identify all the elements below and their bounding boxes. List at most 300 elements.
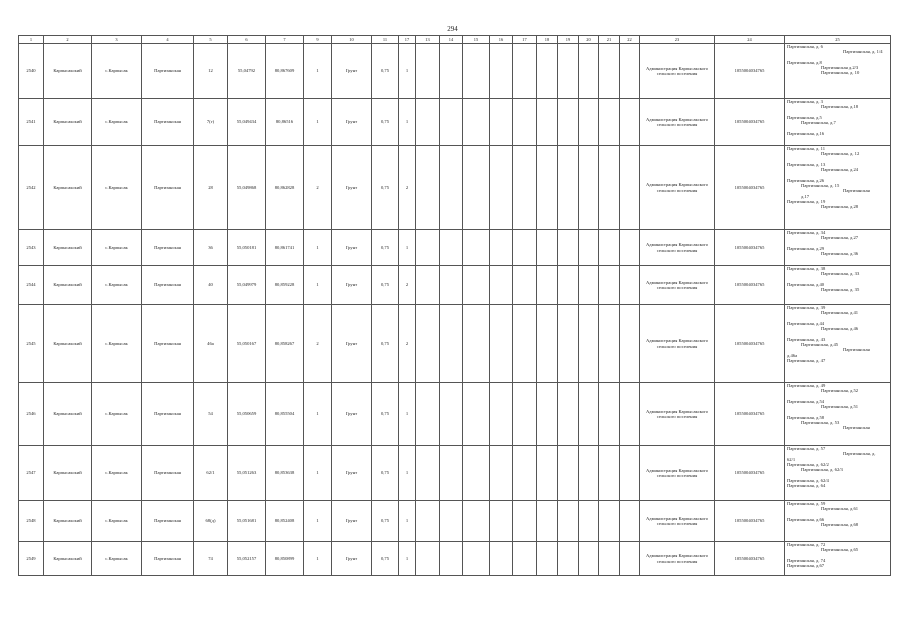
cell-col-13 bbox=[416, 446, 440, 501]
cell-lane-count: 1 bbox=[304, 230, 332, 266]
cell-col-15 bbox=[463, 146, 490, 230]
cell-record-number: 2540 bbox=[19, 44, 44, 99]
address-line: Партизанская, д.18 bbox=[821, 104, 859, 110]
column-header: 5 bbox=[194, 36, 228, 44]
cell-col-19 bbox=[558, 542, 579, 576]
cell-surface-type: Грунт bbox=[332, 146, 372, 230]
cell-latitude: 55,050181 bbox=[228, 230, 266, 266]
cell-col-20 bbox=[579, 146, 599, 230]
cell-lane-count: 2 bbox=[304, 146, 332, 230]
cell-col-13 bbox=[416, 542, 440, 576]
cell-longitude: 80,862828 bbox=[266, 146, 304, 230]
address-line: Партизанская, д. 35 bbox=[821, 287, 860, 293]
cell-col-20 bbox=[579, 99, 599, 146]
cell-col-21 bbox=[599, 542, 620, 576]
cell-col-14 bbox=[440, 44, 463, 99]
cell-house-number: 7(г) bbox=[194, 99, 228, 146]
cell-village-name: с.Карпысак bbox=[92, 146, 142, 230]
cell-col-19 bbox=[558, 266, 579, 305]
cell-street-name: Партизанская bbox=[142, 44, 194, 99]
cell-street-name: Партизанская bbox=[142, 501, 194, 542]
address-line: Партизанская, д. 6 bbox=[787, 44, 823, 49]
cell-col-19 bbox=[558, 230, 579, 266]
cell-col-18 bbox=[537, 44, 558, 99]
cell-village-name: с.Карпысак bbox=[92, 383, 142, 446]
cell-width: 0,75 bbox=[372, 146, 399, 230]
cell-width: 0,75 bbox=[372, 542, 399, 576]
cell-width: 0,75 bbox=[372, 383, 399, 446]
address-line: Партизанская, д. 53 bbox=[801, 419, 840, 425]
cell-col-22 bbox=[620, 230, 640, 266]
address-line: Партизанская, д. 64 bbox=[787, 482, 826, 488]
cell-village-name: с.Карпысак bbox=[92, 501, 142, 542]
address-line: Партизанская, д.8 bbox=[787, 59, 822, 65]
cell-col-14 bbox=[440, 230, 463, 266]
cell-longitude: 80,858267 bbox=[266, 305, 304, 383]
address-line: Партизанская, д.46 bbox=[821, 326, 859, 332]
cell-latitude: 55,051681 bbox=[228, 501, 266, 542]
cell-col-17b bbox=[513, 230, 537, 266]
address-line: Партизанская, д.54 bbox=[787, 398, 825, 404]
cell-village-name: с.Карпысак bbox=[92, 99, 142, 146]
cell-owner-name: Администрация Карпысакского сельского поселения bbox=[640, 446, 715, 501]
cell-col-15 bbox=[463, 99, 490, 146]
cell-col-18 bbox=[537, 266, 558, 305]
cell-surface-type: Грунт bbox=[332, 383, 372, 446]
address-line: д.46а bbox=[787, 352, 798, 358]
cell-house-number: 62/1 bbox=[194, 446, 228, 501]
cell-served-addresses bbox=[785, 99, 891, 146]
cell-longitude: 80,859228 bbox=[266, 266, 304, 305]
cell-served-addresses bbox=[785, 501, 891, 542]
cell-col-22 bbox=[620, 501, 640, 542]
cell-house-number: 54 bbox=[194, 383, 228, 446]
cell-col-21 bbox=[599, 501, 620, 542]
cell-record-number: 2548 bbox=[19, 501, 44, 542]
cell-col-13 bbox=[416, 305, 440, 383]
cell-surface-type: Грунт bbox=[332, 230, 372, 266]
cell-col-18 bbox=[537, 99, 558, 146]
cell-record-number: 2542 bbox=[19, 146, 44, 230]
column-header: 16 bbox=[490, 36, 513, 44]
cell-width: 0,75 bbox=[372, 266, 399, 305]
column-header: 24 bbox=[715, 36, 785, 44]
cell-col-19 bbox=[558, 146, 579, 230]
address-line: Партизанская, д. 62/4 bbox=[787, 477, 829, 483]
address-line: Партизанская, д.36 bbox=[821, 251, 859, 257]
column-header: 14 bbox=[440, 36, 463, 44]
cell-col-19 bbox=[558, 383, 579, 446]
address-line: Партизанская, д.61 bbox=[821, 506, 859, 512]
cell-served-addresses bbox=[785, 383, 891, 446]
address-line: Партизанская, д. 72 bbox=[787, 542, 826, 547]
address-line: Партизанская, д.27 bbox=[821, 235, 859, 241]
cell-col-21 bbox=[599, 44, 620, 99]
table-row bbox=[19, 383, 891, 446]
cell-col-13 bbox=[416, 383, 440, 446]
cell-surface-type: Грунт bbox=[332, 542, 372, 576]
address-line: Партизанская, д. 12 bbox=[821, 151, 860, 157]
cell-settlement-name: Карпысакский bbox=[44, 446, 92, 501]
cell-served-addresses bbox=[785, 305, 891, 383]
cell-col-16 bbox=[490, 266, 513, 305]
address-line: Партизанская, д. 62/2 bbox=[787, 461, 829, 467]
cell-width: 0,75 bbox=[372, 446, 399, 501]
cell-col-21 bbox=[599, 99, 620, 146]
cell-col-14 bbox=[440, 146, 463, 230]
cell-col-13 bbox=[416, 266, 440, 305]
cell-col-19 bbox=[558, 305, 579, 383]
cell-record-number: 2549 bbox=[19, 542, 44, 576]
address-line: Партизанская, д. bbox=[843, 451, 876, 457]
cell-col-17: 2 bbox=[399, 305, 416, 383]
table-row bbox=[19, 99, 891, 146]
cell-col-17b bbox=[513, 44, 537, 99]
cell-col-22 bbox=[620, 383, 640, 446]
column-header: 15 bbox=[463, 36, 490, 44]
cell-lane-count: 1 bbox=[304, 446, 332, 501]
road-registry-table bbox=[18, 35, 891, 576]
cell-width: 0,75 bbox=[372, 230, 399, 266]
cell-village-name: с.Карпысак bbox=[92, 230, 142, 266]
address-line: Партизанская, д.41 bbox=[821, 310, 859, 316]
table-row bbox=[19, 230, 891, 266]
cell-owner-name: Администрация Карпысакского сельского поселения bbox=[640, 99, 715, 146]
cell-col-21 bbox=[599, 146, 620, 230]
column-header: 20 bbox=[579, 36, 599, 44]
cell-col-13 bbox=[416, 99, 440, 146]
cell-longitude: 80,867609 bbox=[266, 44, 304, 99]
cell-col-20 bbox=[579, 230, 599, 266]
cell-street-name: Партизанская bbox=[142, 542, 194, 576]
table-row bbox=[19, 146, 891, 230]
address-line: Партизанская д.2/3 bbox=[821, 65, 859, 71]
cell-settlement-name: Карпысакский bbox=[44, 230, 92, 266]
cell-col-20 bbox=[579, 266, 599, 305]
cell-house-number: 74 bbox=[194, 542, 228, 576]
cell-col-13 bbox=[416, 501, 440, 542]
column-header: 22 bbox=[620, 36, 640, 44]
cell-surface-type: Грунт bbox=[332, 446, 372, 501]
address-line: Партизанская, д. 13 bbox=[787, 161, 826, 167]
table-row bbox=[19, 266, 891, 305]
cell-village-name: с.Карпысак bbox=[92, 446, 142, 501]
cell-col-21 bbox=[599, 446, 620, 501]
column-header: 3 bbox=[92, 36, 142, 44]
cell-surface-type: Грунт bbox=[332, 44, 372, 99]
column-header: 25 bbox=[785, 36, 891, 44]
cell-col-18 bbox=[537, 542, 558, 576]
table-row bbox=[19, 44, 891, 99]
cell-col-17b bbox=[513, 501, 537, 542]
cell-col-18 bbox=[537, 383, 558, 446]
column-header: 18 bbox=[537, 36, 558, 44]
column-header: 10 bbox=[332, 36, 372, 44]
cell-surface-type: Грунт bbox=[332, 99, 372, 146]
cell-latitude: 55,049868 bbox=[228, 146, 266, 230]
cell-col-17b bbox=[513, 305, 537, 383]
cell-latitude: 55,051263 bbox=[228, 446, 266, 501]
cell-width: 0,75 bbox=[372, 99, 399, 146]
cell-lane-count: 1 bbox=[304, 501, 332, 542]
column-header: 4 bbox=[142, 36, 194, 44]
cell-col-21 bbox=[599, 305, 620, 383]
cell-col-13 bbox=[416, 44, 440, 99]
cell-width: 0,75 bbox=[372, 501, 399, 542]
address-line: Партизанская, д.26 bbox=[787, 177, 825, 183]
cell-house-number: 12 bbox=[194, 44, 228, 99]
cell-col-15 bbox=[463, 446, 490, 501]
cell-col-20 bbox=[579, 501, 599, 542]
cell-col-15 bbox=[463, 305, 490, 383]
address-line: Партизанская, д. 15 bbox=[801, 182, 840, 188]
cell-col-14 bbox=[440, 542, 463, 576]
address-line: Партизанская, д.52 bbox=[821, 388, 859, 394]
cell-house-number: 28 bbox=[194, 146, 228, 230]
cell-col-22 bbox=[620, 146, 640, 230]
cell-street-name: Партизанская bbox=[142, 266, 194, 305]
column-header: 11 bbox=[372, 36, 399, 44]
address-line: Партизанская, д.16 bbox=[787, 130, 825, 136]
cell-house-number: 36 bbox=[194, 230, 228, 266]
cell-owner-ogrn: 1055004034765 bbox=[715, 446, 785, 501]
address-line: Партизанская, д.68 bbox=[821, 522, 859, 528]
address-line: Партизанская, д. 62/3 bbox=[801, 467, 843, 473]
header-row bbox=[19, 36, 891, 44]
cell-settlement-name: Карпысакский bbox=[44, 542, 92, 576]
cell-owner-name: Администрация Карпысакского сельского поселения bbox=[640, 383, 715, 446]
address-line: Партизанская, д. 33 bbox=[821, 271, 860, 277]
cell-lane-count: 1 bbox=[304, 99, 332, 146]
address-line: Партизанская, д. 3 bbox=[787, 99, 823, 104]
address-line: Партизанская, д.7 bbox=[801, 120, 836, 126]
address-line: Партизанская, д.58 bbox=[787, 414, 825, 420]
cell-col-16 bbox=[490, 230, 513, 266]
cell-street-name: Партизанская bbox=[142, 446, 194, 501]
address-line: Партизанская bbox=[843, 347, 870, 353]
cell-col-20 bbox=[579, 542, 599, 576]
cell-owner-name: Администрация Карпысакского сельского поселения bbox=[640, 305, 715, 383]
cell-settlement-name: Карпысакский bbox=[44, 501, 92, 542]
cell-settlement-name: Карпысакский bbox=[44, 383, 92, 446]
cell-record-number: 2544 bbox=[19, 266, 44, 305]
table-body bbox=[19, 36, 891, 576]
cell-col-16 bbox=[490, 501, 513, 542]
cell-village-name: с.Карпысак bbox=[92, 542, 142, 576]
address-line: 62/1 bbox=[787, 456, 796, 462]
address-line: Партизанская, д. 10 bbox=[821, 70, 860, 76]
cell-settlement-name: Карпысакский bbox=[44, 146, 92, 230]
cell-lane-count: 1 bbox=[304, 266, 332, 305]
cell-col-21 bbox=[599, 266, 620, 305]
address-line: Партизанская, д. 1/4 bbox=[843, 49, 883, 55]
address-line: Партизанская, д.51 bbox=[821, 404, 859, 410]
address-line: Партизанская, д. 34 bbox=[787, 230, 826, 235]
cell-col-15 bbox=[463, 44, 490, 99]
cell-col-15 bbox=[463, 230, 490, 266]
column-header: 17 bbox=[513, 36, 537, 44]
address-line: Партизанская, д. 74 bbox=[787, 557, 826, 563]
cell-col-17: 1 bbox=[399, 501, 416, 542]
cell-served-addresses bbox=[785, 44, 891, 99]
cell-col-17: 1 bbox=[399, 446, 416, 501]
cell-col-17b bbox=[513, 446, 537, 501]
cell-col-17b bbox=[513, 146, 537, 230]
cell-col-17: 1 bbox=[399, 99, 416, 146]
address-line: Партизанская, д.29 bbox=[787, 245, 825, 251]
table-row bbox=[19, 542, 891, 576]
address-line: Партизанская, д. 47 bbox=[787, 357, 826, 363]
cell-owner-name: Администрация Карпысакского сельского поселения bbox=[640, 230, 715, 266]
cell-col-14 bbox=[440, 305, 463, 383]
cell-col-17b bbox=[513, 383, 537, 446]
cell-owner-name: Администрация Карпысакского сельского поселения bbox=[640, 542, 715, 576]
cell-col-13 bbox=[416, 146, 440, 230]
cell-col-22 bbox=[620, 305, 640, 383]
cell-col-17: 1 bbox=[399, 383, 416, 446]
cell-village-name: с.Карпысак bbox=[92, 305, 142, 383]
cell-lane-count: 1 bbox=[304, 44, 332, 99]
column-header: 7 bbox=[266, 36, 304, 44]
cell-col-16 bbox=[490, 146, 513, 230]
cell-settlement-name: Карпысакский bbox=[44, 44, 92, 99]
address-line: Партизанская, д.67 bbox=[787, 563, 825, 569]
cell-longitude: 80,86516 bbox=[266, 99, 304, 146]
cell-col-18 bbox=[537, 146, 558, 230]
cell-lane-count: 1 bbox=[304, 542, 332, 576]
cell-col-17: 1 bbox=[399, 230, 416, 266]
address-line: Партизанская, д.40 bbox=[787, 281, 825, 287]
cell-village-name: с.Карпысак bbox=[92, 44, 142, 99]
cell-col-21 bbox=[599, 230, 620, 266]
cell-col-16 bbox=[490, 44, 513, 99]
column-header: 1 bbox=[19, 36, 44, 44]
cell-owner-ogrn: 1055004034765 bbox=[715, 99, 785, 146]
cell-col-16 bbox=[490, 542, 513, 576]
cell-col-14 bbox=[440, 383, 463, 446]
cell-col-16 bbox=[490, 446, 513, 501]
cell-col-20 bbox=[579, 305, 599, 383]
table-row bbox=[19, 446, 891, 501]
address-line: Партизанская, д.5 bbox=[787, 114, 822, 120]
cell-owner-ogrn: 1055004034765 bbox=[715, 230, 785, 266]
cell-owner-ogrn: 1055004034765 bbox=[715, 383, 785, 446]
cell-street-name: Партизанская bbox=[142, 383, 194, 446]
cell-owner-ogrn: 1055004034765 bbox=[715, 44, 785, 99]
cell-col-16 bbox=[490, 99, 513, 146]
address-line: Партизанская, д.28 bbox=[821, 204, 859, 210]
cell-col-14 bbox=[440, 446, 463, 501]
table-row bbox=[19, 305, 891, 383]
table-row bbox=[19, 501, 891, 542]
address-line: Партизанская bbox=[843, 188, 870, 194]
address-line: Партизанская, д. 49 bbox=[787, 383, 826, 388]
column-header: 19 bbox=[558, 36, 579, 44]
cell-surface-type: Грунт bbox=[332, 501, 372, 542]
cell-house-number: 40 bbox=[194, 266, 228, 305]
cell-record-number: 2545 bbox=[19, 305, 44, 383]
cell-col-21 bbox=[599, 383, 620, 446]
cell-longitude: 80,855504 bbox=[266, 383, 304, 446]
cell-col-15 bbox=[463, 542, 490, 576]
cell-col-17b bbox=[513, 542, 537, 576]
cell-col-14 bbox=[440, 266, 463, 305]
cell-longitude: 80,850899 bbox=[266, 542, 304, 576]
cell-col-22 bbox=[620, 446, 640, 501]
address-line: Партизанская, д.45 bbox=[801, 341, 839, 347]
cell-col-17: 1 bbox=[399, 542, 416, 576]
cell-latitude: 55,049979 bbox=[228, 266, 266, 305]
address-line: Партизанская, д.65 bbox=[821, 547, 859, 553]
cell-col-22 bbox=[620, 44, 640, 99]
cell-served-addresses bbox=[785, 230, 891, 266]
cell-col-17b bbox=[513, 99, 537, 146]
cell-col-22 bbox=[620, 99, 640, 146]
cell-col-15 bbox=[463, 501, 490, 542]
address-line: д.17 bbox=[801, 193, 810, 199]
cell-col-19 bbox=[558, 501, 579, 542]
column-header: 2 bbox=[44, 36, 92, 44]
cell-street-name: Партизанская bbox=[142, 99, 194, 146]
cell-longitude: 80,852408 bbox=[266, 501, 304, 542]
cell-width: 0,75 bbox=[372, 305, 399, 383]
column-header: 13 bbox=[416, 36, 440, 44]
cell-record-number: 2541 bbox=[19, 99, 44, 146]
column-header: 17 bbox=[399, 36, 416, 44]
cell-house-number: 46а bbox=[194, 305, 228, 383]
cell-owner-ogrn: 1055004034765 bbox=[715, 266, 785, 305]
cell-owner-ogrn: 1055004034765 bbox=[715, 146, 785, 230]
cell-col-13 bbox=[416, 230, 440, 266]
cell-owner-ogrn: 1055004034765 bbox=[715, 305, 785, 383]
cell-col-20 bbox=[579, 446, 599, 501]
cell-col-17: 2 bbox=[399, 266, 416, 305]
cell-col-18 bbox=[537, 305, 558, 383]
address-line: Партизанская, д. 11 bbox=[787, 146, 826, 151]
cell-col-18 bbox=[537, 501, 558, 542]
cell-col-14 bbox=[440, 501, 463, 542]
cell-owner-name: Администрация Карпысакского сельского поселения bbox=[640, 266, 715, 305]
cell-village-name: с.Карпысак bbox=[92, 266, 142, 305]
cell-col-18 bbox=[537, 230, 558, 266]
cell-record-number: 2546 bbox=[19, 383, 44, 446]
cell-width: 0,75 bbox=[372, 44, 399, 99]
address-line: Партизанская, д. 38 bbox=[787, 266, 826, 271]
cell-col-22 bbox=[620, 266, 640, 305]
cell-served-addresses bbox=[785, 542, 891, 576]
address-line: Партизанская, д. 57 bbox=[787, 446, 826, 451]
cell-col-17: 1 bbox=[399, 44, 416, 99]
address-line: Партизанская bbox=[843, 425, 870, 431]
cell-latitude: 55,052157 bbox=[228, 542, 266, 576]
cell-longitude: 80,853638 bbox=[266, 446, 304, 501]
cell-col-22 bbox=[620, 542, 640, 576]
cell-col-15 bbox=[463, 266, 490, 305]
address-line: Партизанская, д. 39 bbox=[787, 305, 826, 310]
address-line: Партизанская, д.44 bbox=[787, 320, 825, 326]
cell-col-19 bbox=[558, 446, 579, 501]
cell-latitude: 55,050167 bbox=[228, 305, 266, 383]
column-header: 6 bbox=[228, 36, 266, 44]
address-line: Партизанская, д. 59 bbox=[787, 501, 826, 506]
cell-longitude: 80,861741 bbox=[266, 230, 304, 266]
cell-owner-name: Администрация Карпысакского сельского поселения bbox=[640, 44, 715, 99]
cell-owner-name: Администрация Карпысакского сельского поселения bbox=[640, 146, 715, 230]
cell-col-15 bbox=[463, 383, 490, 446]
cell-col-18 bbox=[537, 446, 558, 501]
address-line: Партизанская, д.66 bbox=[787, 516, 825, 522]
cell-settlement-name: Карпысакский bbox=[44, 99, 92, 146]
